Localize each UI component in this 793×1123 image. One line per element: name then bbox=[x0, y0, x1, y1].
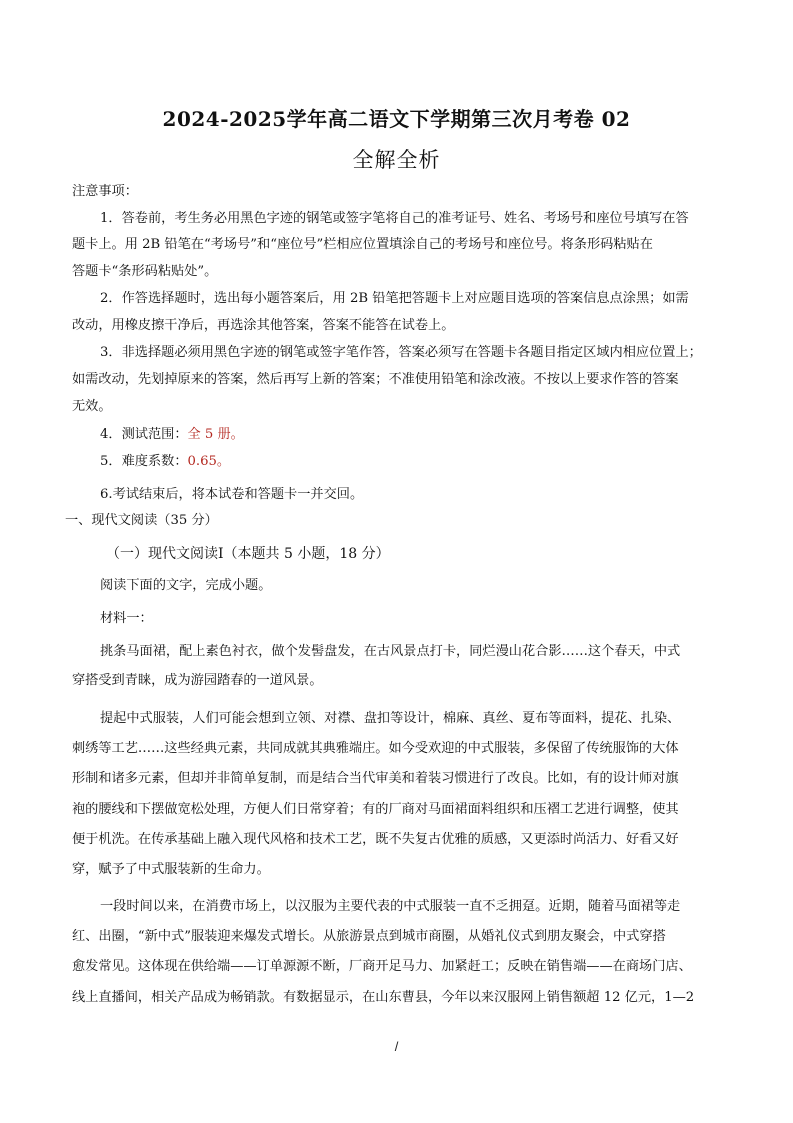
paragraph-line: 穿搭受到青睐，成为游园踏春的一道风景。 bbox=[72, 673, 323, 688]
instruction-text: 阅读下面的文字，完成小题。 bbox=[100, 578, 272, 593]
subsection-heading: （一）现代文阅读Ⅰ（本题共 5 小题，18 分） bbox=[106, 546, 390, 562]
notice-line: 3．非选择题必须用黑色字迹的钢笔或签字笔作答，答案必须写在答题卡各题目指定区域内相应位置上； bbox=[100, 345, 702, 360]
paragraph-line: 线上直播间，相关产品成为畅销款。有数据显示，在山东曹县，今年以来汉服网上销售额超 12 亿元，1—2 bbox=[72, 990, 695, 1005]
page-title: 2024-2025学年高二语文下学期第三次月考卷 02 bbox=[162, 107, 631, 131]
page-footer: / bbox=[394, 1039, 399, 1054]
paragraph-line: 袍的腰线和下摆做宽松处理，方便人们日常穿着；有的厂商对马面裙面料组织和压褶工艺进行调整，使其 bbox=[72, 802, 679, 817]
notice-line: 无效。 bbox=[72, 399, 112, 414]
notice-line: 题卡上。用 2B 铅笔在“考场号”和“座位号”栏相应位置填涂自己的考场号和座位号。将条形码粘贴在 bbox=[72, 237, 653, 252]
paragraph-line: 挑条马面裙，配上素色衬衣，做个发髻盘发，在古风景点打卡，同烂漫山花合影……这个春天，中式 bbox=[100, 644, 681, 659]
paragraph-line: 一段时间以来，在消费市场上，以汉服为主要代表的中式服装一直不乏拥趸。近期，随着马面裙等走 bbox=[100, 899, 681, 914]
paragraph-line: 形制和诸多元素，但却并非简单复制，而是结合当代审美和着装习惯进行了改良。比如，有的设计师对旗 bbox=[72, 771, 679, 786]
difficulty-value: 0.65。 bbox=[187, 454, 231, 469]
notice-line: 改动，用橡皮擦干净后，再选涂其他答案，答案不能答在试卷上。 bbox=[72, 318, 455, 333]
notice-line: 1．答卷前，考生务必用黑色字迹的钢笔或签字笔将自己的准考证号、姓名、考场号和座位号填写在答 bbox=[100, 211, 689, 226]
notice-line: 如需改动，先划掉原来的答案，然后再写上新的答案；不准使用铅笔和涂改液。不按以上要求作答的答案 bbox=[72, 372, 679, 387]
material-label: 材料一： bbox=[100, 611, 153, 626]
test-scope-label: 4．测试范围： bbox=[100, 427, 188, 442]
paragraph-line: 便于机洗。在传承基础上融入现代风格和技术工艺，既不失复古优雅的质感，又更添时尚活力、好看又好 bbox=[72, 832, 679, 847]
difficulty-label: 5．难度系数： bbox=[100, 454, 188, 469]
paragraph-line: 刺绣等工艺……这些经典元素，共同成就其典雅端庄。如今受欢迎的中式服装，多保留了传统服饰的大体 bbox=[72, 741, 679, 756]
notice-item-6: 6.考试结束后，将本试卷和答题卡一并交回。 bbox=[100, 487, 364, 502]
paragraph-line: 穿，赋予了中式服装新的生命力。 bbox=[72, 862, 270, 877]
notice-heading: 注意事项： bbox=[72, 184, 138, 199]
notice-line: 答题卡“条形码粘贴处”。 bbox=[72, 264, 218, 279]
notice-item-4 bbox=[100, 426, 244, 444]
paragraph-line: 红、出圈，“新中式”服装迎来爆发式增长。从旅游景点到城市商圈，从婚礼仪式到朋友聚会，中式穿搭 bbox=[72, 929, 666, 944]
test-scope-value: 全 5 册。 bbox=[187, 427, 244, 442]
section-heading: 一、现代文阅读（35 分） bbox=[65, 513, 218, 528]
paragraph-line: 提起中式服装，人们可能会想到立领、对襟、盘扣等设计，棉麻、真丝、夏布等面料，提花、扎染、 bbox=[100, 711, 681, 726]
paragraph-line: 愈发常见。这体现在供给端——订单源源不断，厂商开足马力、加紧赶工；反映在销售端——在商场门店、 bbox=[72, 959, 692, 974]
notice-item-5 bbox=[100, 453, 230, 471]
page-subtitle: 全解全析 bbox=[352, 148, 441, 172]
notice-line: 2．作答选择题时，选出每小题答案后，用 2B 铅笔把答题卡上对应题目选项的答案信息点涂黑；如需 bbox=[100, 291, 689, 306]
